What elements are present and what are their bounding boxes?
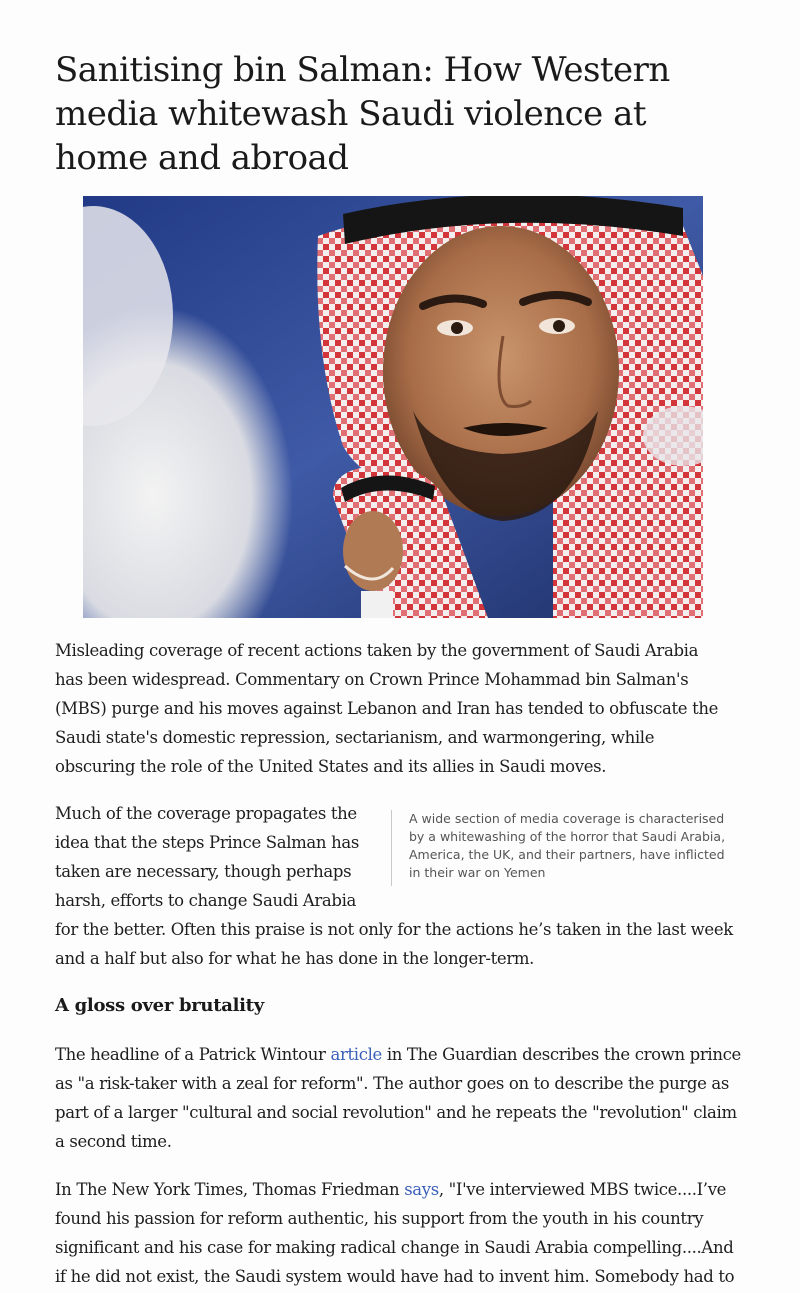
subheading: A gloss over brutality (55, 995, 264, 1016)
paragraph-guardian-text-2: in The Guardian describes the crown prince as "a risk-taker with a zeal for reform". The author goes on to describe the purge as part of a larger "cultural and social revolution" and he repeats the "revolution" claim a second time. (55, 1045, 741, 1151)
paragraph-nyt-text-2: , "I've interviewed MBS twice....I’ve found his passion for reform authentic, his support from the youth in his country significant and his case for making radical change in Saudi Arabia compelling....And if he did not exist, the Saudi system would have had to invent him. Somebody had to (55, 1180, 735, 1286)
nyt-says-link[interactable]: says (404, 1180, 439, 1199)
paragraph-coverage-start: Much of the coverage propagates the idea that the steps Prince Salman has taken are necessary, though perhaps harsh, efforts to change Saudi Arabia (55, 804, 359, 910)
paragraph-intro: Misleading coverage of recent actions taken by the government of Saudi Arabia has been widespread. Commentary on Crown Prince Mohammad bin Salman's (MBS) purge and his moves against Lebanon and Iran has tended to obfuscate the Saudi state's domestic repression, sectarianism, and warmongering, while obscuring the role of the United States and its allies in Saudi moves. (55, 641, 719, 776)
pull-quote: A wide section of media coverage is characterised by a whitewashing of the horror that Saudi Arabia, America, the UK, and their partners, have inflicted in their war on Yemen (391, 810, 739, 886)
guardian-article-link[interactable]: article (330, 1045, 382, 1064)
article-title: Sanitising bin Salman: How Western media whitewash Saudi violence at home and abroad (55, 50, 670, 178)
paragraph-nyt-text-1: In The New York Times, Thomas Friedman (55, 1180, 405, 1199)
hero-image (83, 196, 703, 618)
paragraph-guardian (55, 1040, 745, 1156)
paragraph-coverage-end: for the better. Often this praise is not only for the actions he’s taken in the last week and a half but also for what he has done in the longer-term. (55, 920, 733, 968)
paragraph-nyt (55, 1175, 745, 1291)
paragraph-guardian-text-1: The headline of a Patrick Wintour (55, 1045, 331, 1064)
